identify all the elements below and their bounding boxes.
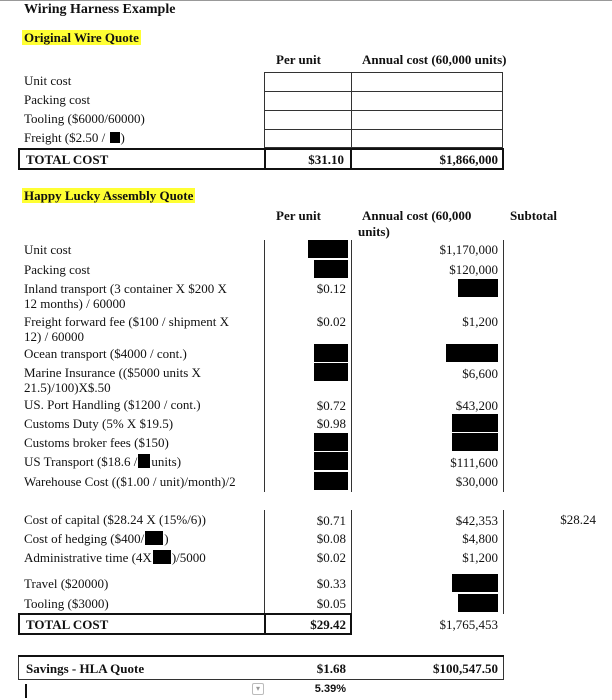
hla-heading: Happy Lucky Assembly Quote (24, 188, 194, 203)
page-title: Wiring Harness Example (24, 2, 176, 17)
redaction-box (314, 452, 348, 470)
hla-ustransport-annual: $111,600 (450, 455, 498, 470)
hla-row-ustransport: US Transport ($18.6 / units) (24, 454, 182, 469)
hla-admin-annual: $1,200 (462, 550, 498, 565)
grid-line (264, 129, 503, 130)
redaction-box (145, 531, 163, 545)
grid-line (264, 148, 266, 170)
hla-row-label: US. Port Handling ($1200 / cont.) (24, 397, 201, 412)
redaction-box (110, 132, 120, 143)
grid-line (503, 240, 504, 492)
hla-col-annual: Annual cost (60,000 (362, 208, 472, 223)
hla-row-label: Unit cost (24, 242, 72, 257)
grid-line (351, 240, 352, 492)
original-col-annual: Annual cost (60,000 units) (362, 52, 507, 67)
grid-line (350, 148, 352, 170)
hla-row-label: 21.5)/100)X$.50 (24, 380, 111, 395)
grid-line (264, 91, 503, 92)
hla-total-annual: $1,765,453 (439, 617, 498, 632)
hla-row-label: Customs broker fees ($150) (24, 435, 169, 450)
redaction-box (153, 550, 171, 564)
hla-ff-unit: $0.02 (316, 314, 346, 329)
hla-unit-cost-annual: $1,170,000 (439, 242, 498, 257)
hla-col-subtotal: Subtotal (510, 208, 557, 223)
original-heading: Original Wire Quote (24, 30, 139, 45)
original-total-label: TOTAL COST (26, 152, 109, 167)
hla-hedging-unit: $0.08 (316, 531, 346, 546)
hla-total-label: TOTAL COST (26, 617, 109, 632)
savings-row-bar (18, 655, 504, 657)
redaction-box (308, 240, 348, 258)
hla-row-label: Cost of capital ($28.24 X (15%/6)) (24, 512, 206, 527)
original-col-unit: Per unit (276, 52, 321, 67)
hla-marine-annual: $6,600 (462, 366, 498, 381)
redaction-box (138, 454, 150, 468)
hla-inland-unit: $0.12 (316, 281, 346, 296)
top-rule (0, 0, 612, 1)
hla-packing-annual: $120,000 (449, 262, 498, 277)
hla-port-unit: $0.72 (316, 398, 346, 413)
redaction-box (452, 433, 498, 451)
hla-row-label: Freight forward fee ($100 / shipment X (24, 314, 230, 329)
hla-row-label: 12) / 60000 (24, 329, 84, 344)
redaction-box (452, 574, 498, 592)
original-row-label: Unit cost (24, 73, 72, 88)
hla-row-label: 12 months) / 60000 (24, 296, 126, 311)
hla-capital-annual: $42,353 (455, 513, 498, 528)
hla-row-label: Warehouse Cost (($1.00 / unit)/month)/2 (24, 474, 236, 489)
hla-row-admin: Administrative time (4X )/5000 (24, 550, 206, 565)
redaction-box (446, 344, 498, 362)
grid-line (351, 510, 352, 614)
savings-annual: $100,547.50 (433, 661, 498, 676)
hla-row-label: Travel ($20000) (24, 576, 109, 591)
hla-tooling-unit: $0.05 (316, 596, 346, 611)
hla-col-annual-2: units) (358, 224, 390, 239)
hla-row-label: Inland transport (3 container X $200 X (24, 281, 227, 296)
hla-capital-subtotal: $28.24 (560, 512, 596, 527)
redaction-box (314, 472, 348, 490)
hla-row-label: Packing cost (24, 262, 91, 277)
hla-admin-unit: $0.02 (316, 550, 346, 565)
hla-travel-unit: $0.33 (316, 576, 346, 591)
redaction-box (314, 260, 348, 278)
grid-line (264, 240, 265, 492)
original-row-label: Tooling ($6000/60000) (24, 111, 145, 126)
hla-port-annual: $43,200 (455, 398, 498, 413)
hla-hedging-annual: $4,800 (462, 531, 498, 546)
redaction-box (458, 279, 498, 297)
original-total-unit: $31.10 (308, 152, 344, 167)
grid-line (264, 510, 265, 614)
hla-capital-unit: $0.71 (316, 513, 346, 528)
hla-warehouse-annual: $30,000 (455, 474, 498, 489)
original-row-label: Packing cost (24, 92, 91, 107)
hla-row-label: Marine Insurance (($5000 units X (24, 365, 201, 380)
original-row-freight: Freight ($2.50 / ) (24, 130, 125, 145)
hla-col-unit: Per unit (276, 208, 321, 223)
savings-label: Savings - HLA Quote (26, 661, 145, 676)
redaction-box (314, 363, 348, 381)
hla-row-hedging: Cost of hedging ($400/ ) (24, 531, 169, 546)
redaction-box (452, 414, 498, 432)
redaction-box (458, 594, 498, 612)
grid-line (264, 110, 503, 111)
grid-line (503, 510, 504, 614)
text-cursor (25, 684, 27, 698)
hla-total-unit: $29.42 (310, 617, 346, 632)
original-total-annual: $1,866,000 (439, 152, 498, 167)
hla-row-label: Tooling ($3000) (24, 596, 109, 611)
hla-ff-annual: $1,200 (462, 314, 498, 329)
hla-customs-unit: $0.98 (316, 416, 346, 431)
redaction-box (314, 344, 348, 362)
savings-unit: $1.68 (316, 661, 346, 676)
redaction-box (314, 433, 348, 451)
savings-percent: 5.39% (314, 683, 346, 695)
dropdown-icon[interactable]: ▾ (252, 683, 264, 695)
hla-row-label: Ocean transport ($4000 / cont.) (24, 346, 187, 361)
hla-row-label: Customs Duty (5% X $19.5) (24, 416, 174, 431)
